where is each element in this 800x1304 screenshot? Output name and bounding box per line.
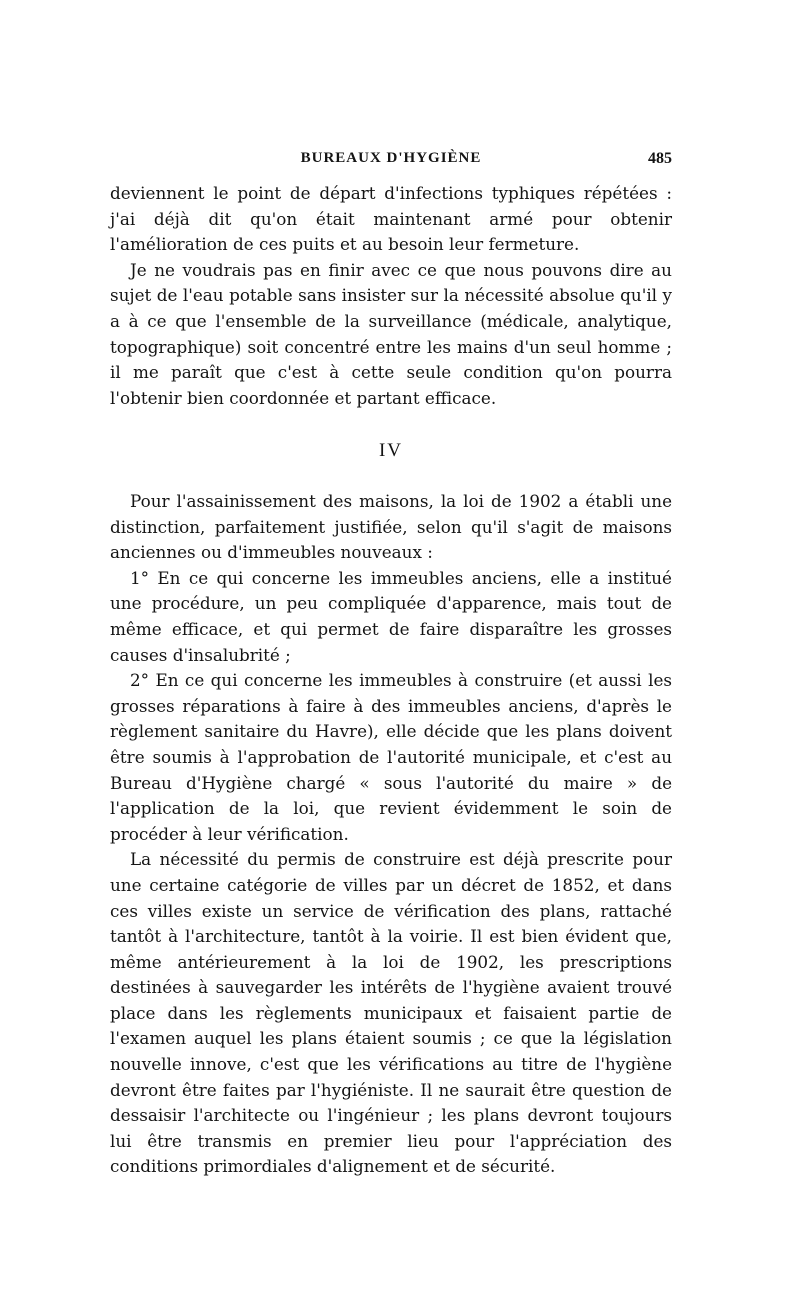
paragraph-assainissement: Pour l'assainissement des maisons, la loi de 1902 a établi une distinction, parfaitement justifiée, selon qu'il s'agit de maisons anciennes ou d'immeubles nouveaux : (110, 491, 672, 563)
page-number: 485 (648, 150, 672, 167)
running-head (110, 150, 672, 174)
paragraph-permis-de-construire: La nécessité du permis de construire est déjà prescrite pour une certaine catégorie de villes par un décret de 1852, et dans ces villes existe un service de vérification des plans, rattaché tantôt à l'architecture, tantôt à la voirie. Il est bien évident que, même antérieurement à la loi de 1902, les prescriptions destinées à sauvegarder les intérêts de l'hygiène avaient trouvé place dans les règlements municipaux et faisaient partie de l'examen auquel les plans étaient soumis ; ce que la législation nouvelle innove, c'est que les vérifications au titre de l'hygiène devront être faites par l'hygiéniste. Il ne saurait être question de dessaisir l'architecte ou l'ingénieur ; les plans devront toujours lui être transmis en premier lieu pour l'appréciation des conditions primordiales d'alignement et de sécurité. (110, 849, 672, 1177)
section-heading: IV (378, 440, 404, 461)
paragraph-eau-potable: Je ne voudrais pas en finir avec ce que nous pouvons dire au sujet de l'eau potable sans insister sur la nécessité absolue qu'il y a à ce que l'ensemble de la surveillance (médicale, analytique, topographique) soit concentré entre les mains d'un seul homme ; il me paraît que c'est à cette seule condition qu'on pourra l'obtenir bien coordonnée et partant efficace. (110, 259, 672, 408)
text-block-before-section (110, 181, 672, 411)
text-block-section-iv (110, 489, 672, 1180)
running-title: BUREAUX D'HYGIÈNE (300, 150, 482, 166)
paragraph-immeubles-a-construire: 2° En ce qui concerne les immeubles à construire (et aussi les grosses réparations à faire à des immeubles anciens, d'après le règlement sanitaire du Havre), elle décide que les plans doivent être soumis à l'approbation de l'autorité municipale, et c'est au Bureau d'Hygiène chargé « sous l'autorité du maire » de l'application de la loi, que revient évidemment le soin de procéder à leur vérification. (110, 670, 672, 844)
paragraph-immeubles-anciens: 1° En ce qui concerne les immeubles anciens, elle a institué une procédure, un peu compliquée d'apparence, mais tout de même efficace, et qui permet de faire disparaître les grosses causes d'insalubrité ; (110, 567, 672, 665)
paragraph-continued: deviennent le point de départ d'infections typhiques répétées : j'ai déjà dit qu'on était maintenant armé pour obtenir l'amélioration de ces puits et au besoin leur fermeture. (110, 183, 672, 255)
